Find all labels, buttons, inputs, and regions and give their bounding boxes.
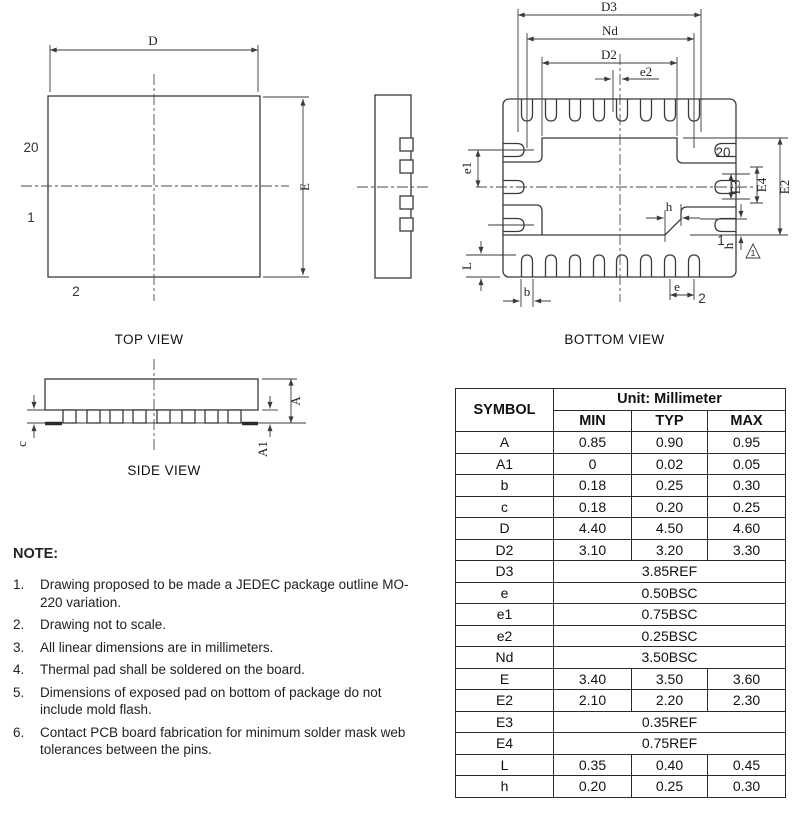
cell: 3.30	[708, 539, 786, 561]
note-item	[13, 661, 415, 679]
cell: 0.90	[632, 432, 708, 454]
note-number: 5.	[13, 684, 25, 700]
pin-2-label: 2	[698, 291, 706, 306]
cell: 0.02	[632, 453, 708, 475]
symbol-cell: h	[456, 776, 554, 798]
typ-header: TYP	[632, 410, 708, 432]
exposed-pad-outline	[503, 138, 736, 235]
centerlines	[21, 74, 289, 301]
dim-label-e2-vert: E2	[777, 179, 792, 195]
pin-1-label: 1	[27, 210, 35, 225]
dimension-table-container	[455, 388, 786, 798]
symbol-cell: e2	[456, 625, 554, 647]
table-row	[456, 432, 786, 454]
note-number: 1.	[13, 577, 25, 592]
edge-profile-drawing	[350, 70, 460, 310]
cell: 0.30	[708, 776, 786, 798]
table-row	[456, 453, 786, 475]
dim-label-e2: e2	[639, 64, 653, 79]
cell: 0.05	[708, 453, 786, 475]
table-row	[456, 776, 786, 798]
note-item	[13, 576, 415, 611]
cell: 4.40	[554, 518, 632, 540]
note-item	[13, 684, 415, 719]
note-item	[13, 639, 415, 657]
dim-label-c: c	[14, 441, 29, 447]
cell: 4.60	[708, 518, 786, 540]
dim-label-h-corner: h	[721, 242, 736, 250]
symbol-cell: Nd	[456, 647, 554, 669]
side-view-caption: SIDE VIEW	[127, 463, 201, 478]
cell: 2.20	[632, 690, 708, 712]
symbol-cell: e1	[456, 604, 554, 626]
cell: 3.20	[632, 539, 708, 561]
cell: 0.25	[708, 496, 786, 518]
note-number: 6.	[13, 724, 25, 740]
cell: 3.10	[554, 539, 632, 561]
bottom-view-caption: BOTTOM VIEW	[564, 332, 665, 347]
dim-label-h-chamfer: h	[665, 199, 673, 214]
notes-list	[13, 576, 415, 759]
dim-label-d2: D2	[601, 47, 617, 62]
table-row	[456, 711, 786, 733]
dim-label-e1: e1	[459, 161, 474, 175]
bottom-edge-pads	[522, 255, 700, 277]
cell: 0.85	[554, 432, 632, 454]
symbol-cell: A1	[456, 453, 554, 475]
table-row	[456, 647, 786, 669]
value-cell: 0.35REF	[554, 711, 786, 733]
cell: 0.95	[708, 432, 786, 454]
pin-20-label: 20	[715, 145, 731, 160]
cell: 0.30	[708, 475, 786, 497]
top-edge-pads	[522, 99, 700, 121]
max-header: MAX	[708, 410, 786, 432]
bottom-view-drawing	[460, 0, 797, 330]
value-cell: 0.75REF	[554, 733, 786, 755]
note-flag-number: 1	[750, 248, 756, 258]
note-text: All linear dimensions are in millimeters.	[40, 639, 274, 655]
cell: 0.20	[632, 496, 708, 518]
note-text: Drawing proposed to be made a JEDEC package outline MO-220 variation.	[40, 577, 409, 610]
symbol-cell: D	[456, 518, 554, 540]
note-number: 3.	[13, 639, 25, 655]
side-body	[45, 379, 258, 410]
dim-label-nd: Nd	[602, 23, 618, 38]
pin-1-label: 1	[717, 233, 725, 248]
symbol-header: SYMBOL	[456, 389, 554, 432]
symbol-cell: b	[456, 475, 554, 497]
notes-heading: NOTE:	[13, 546, 59, 562]
symbol-cell: L	[456, 754, 554, 776]
cell: 3.40	[554, 668, 632, 690]
table-row	[456, 496, 786, 518]
pin-20-label: 20	[23, 140, 39, 155]
value-cell: 3.85REF	[554, 561, 786, 583]
cell: 0.45	[708, 754, 786, 776]
dim-label-b: b	[523, 284, 531, 299]
table-row	[456, 754, 786, 776]
cell: 0.20	[554, 776, 632, 798]
table-row	[456, 625, 786, 647]
table-row	[456, 539, 786, 561]
cell: 3.60	[708, 668, 786, 690]
left-edge-pads	[503, 144, 524, 232]
value-cell: 0.50BSC	[554, 582, 786, 604]
value-cell: 3.50BSC	[554, 647, 786, 669]
table-row	[456, 561, 786, 583]
note-item	[13, 724, 415, 759]
table-row	[456, 668, 786, 690]
table-body	[456, 432, 786, 798]
symbol-cell: e	[456, 582, 554, 604]
note-text: Dimensions of exposed pad on bottom of package do not include mold flash.	[40, 684, 382, 717]
cell: 0.25	[632, 776, 708, 798]
cell: 2.10	[554, 690, 632, 712]
cell: 3.50	[632, 668, 708, 690]
cell: 0.25	[632, 475, 708, 497]
cell: 0.18	[554, 496, 632, 518]
unit-header: Unit: Millimeter	[554, 389, 786, 411]
dim-label-e: E	[297, 183, 312, 191]
dim-label-a: A	[288, 396, 303, 406]
value-cell: 0.75BSC	[554, 604, 786, 626]
top-view-caption: TOP VIEW	[114, 332, 184, 347]
profile-body	[375, 95, 411, 278]
symbol-cell: D3	[456, 561, 554, 583]
note-number: 4.	[13, 662, 25, 677]
symbol-cell: D2	[456, 539, 554, 561]
table-row	[456, 475, 786, 497]
notes-section	[13, 546, 415, 764]
side-view-drawing	[0, 350, 340, 465]
note-text: Thermal pad shall be soldered on the board.	[40, 662, 305, 677]
cell: 0.40	[632, 754, 708, 776]
dim-label-e4: E4	[754, 177, 769, 193]
note-text: Drawing not to scale.	[40, 617, 167, 632]
dim-label-d3: D3	[601, 0, 617, 14]
dim-label-a1: A1	[255, 441, 270, 457]
cell: 0	[554, 453, 632, 475]
side-leads	[63, 410, 241, 423]
symbol-cell: c	[456, 496, 554, 518]
value-cell: 0.25BSC	[554, 625, 786, 647]
table-row	[456, 690, 786, 712]
note-item	[13, 616, 415, 634]
dim-label-e-pitch: e	[674, 279, 680, 294]
dim-label-e3: E3	[728, 179, 743, 195]
symbol-cell: E2	[456, 690, 554, 712]
pin-2-label: 2	[72, 284, 80, 299]
symbol-cell: A	[456, 432, 554, 454]
dimension-table	[455, 388, 786, 798]
min-header: MIN	[554, 410, 632, 432]
symbol-cell: E4	[456, 733, 554, 755]
note-text: Contact PCB board fabrication for minimum solder mask web tolerances between the pins.	[40, 724, 406, 757]
symbol-cell: E3	[456, 711, 554, 733]
table-row	[456, 582, 786, 604]
table-row	[456, 733, 786, 755]
symbol-cell: E	[456, 668, 554, 690]
table-row	[456, 604, 786, 626]
note-number: 2.	[13, 617, 25, 632]
cell: 0.18	[554, 475, 632, 497]
dim-label-l: L	[459, 262, 474, 270]
cell: 2.30	[708, 690, 786, 712]
cell: 0.35	[554, 754, 632, 776]
dim-label-d: D	[148, 33, 158, 48]
table-row	[456, 518, 786, 540]
cell: 4.50	[632, 518, 708, 540]
top-view-drawing	[0, 0, 340, 330]
